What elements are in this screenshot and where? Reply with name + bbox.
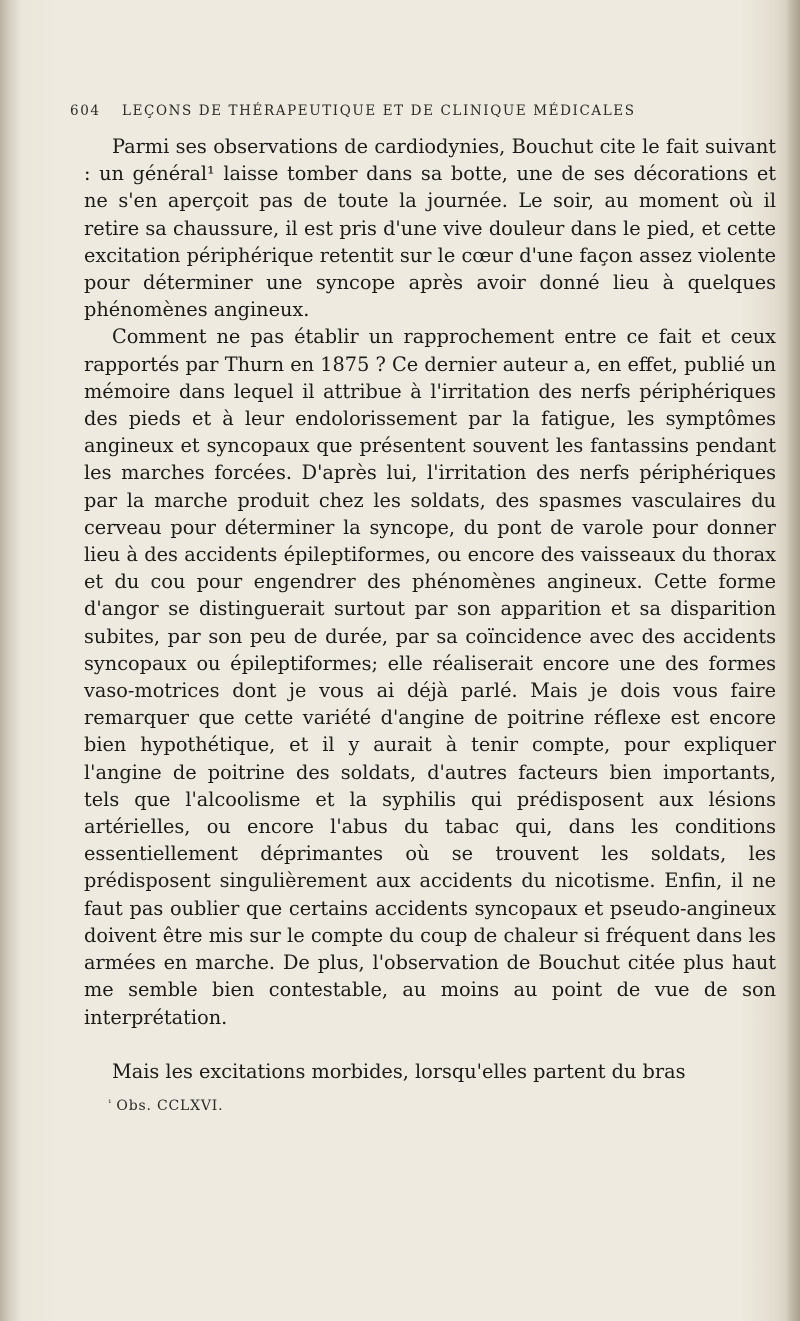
paragraph-thurn-discussion: Comment ne pas établir un rapprochement entre ce fait et ceux rapportés par Thurn en 1875 ? Ce dernier auteur a, en effet, publié un mémoire dans lequel il attribue à l'irritation des nerfs périphériques des pieds et à leur endolorissement par la fatigue, les symptômes angineux et syncopaux que présentent souvent les fantassins pendant les marches forcées. D'après lui, l'irritation des nerfs périphériques par la marche produit chez les soldats, des spasmes vasculaires du cerveau pour déterminer la syncope, du pont de varole pour donner lieu à des accidents épileptiformes, ou encore des vaisseaux du thorax et du cou pour engendrer des phénomènes angineux. Cette forme d'angor se distinguerait surtout par son apparition et sa disparition subites, par son peu de durée, par sa coïncidence avec des accidents syncopaux ou épileptiformes; elle réaliserait encore une des formes vaso-motrices dont je vous ai déjà parlé. Mais je dois vous faire remarquer que cette variété d'angine de poitrine réflexe est encore bien hypothétique, et il y aurait à tenir compte, pour expliquer l'angine de poitrine des soldats, d'autres facteurs bien importants, tels que l'alcoolisme et la syphilis qui prédisposent aux lésions artérielles, ou encore l'abus du tabac qui, dans les conditions essentiellement déprimantes où se trouvent les soldats, les prédisposent singulièrement aux accidents du nicotisme. Enfin, il ne faut pas oublier que certains accidents syncopaux et pseudo-angineux doivent être mis sur le compte du coup de chaleur si fréquent dans les armées en marche. De plus, l'observation de Bouchut citée plus haut me semble bien contestable, au moins au point de vue de son interprétation. xyxy=(84,325,776,1029)
page-edge-shadow xyxy=(786,0,800,1321)
footnote-text: Obs. CCLXVI. xyxy=(116,1098,224,1114)
body-text xyxy=(84,133,776,1085)
paragraph-bouchut-case: Parmi ses observations de cardiodynies, Bouchut cite le fait suivant : un général¹ laisse tomber dans sa botte, une de ses décorations et ne s'en aperçoit pas de toute la journée. Le soir, au moment où il retire sa chaussure, il est pris d'une vive douleur dans le pied, et cette excitation périphérique retentit sur le cœur d'une façon assez violente pour déterminer une syncope après avoir donné lieu à quelques phénomènes angineux. xyxy=(84,135,776,322)
page-number: 604 xyxy=(70,103,101,119)
paragraph-arm-excitations: Mais les excitations morbides, lorsqu'elles partent du bras xyxy=(111,1059,686,1083)
footnote-marker: ¹ xyxy=(108,1099,113,1109)
page-header xyxy=(70,103,770,123)
binding-shadow xyxy=(0,0,22,1321)
footnote xyxy=(108,1098,223,1114)
running-head: LEÇONS DE THÉRAPEUTIQUE ET DE CLINIQUE MÉDICALES xyxy=(122,103,636,119)
